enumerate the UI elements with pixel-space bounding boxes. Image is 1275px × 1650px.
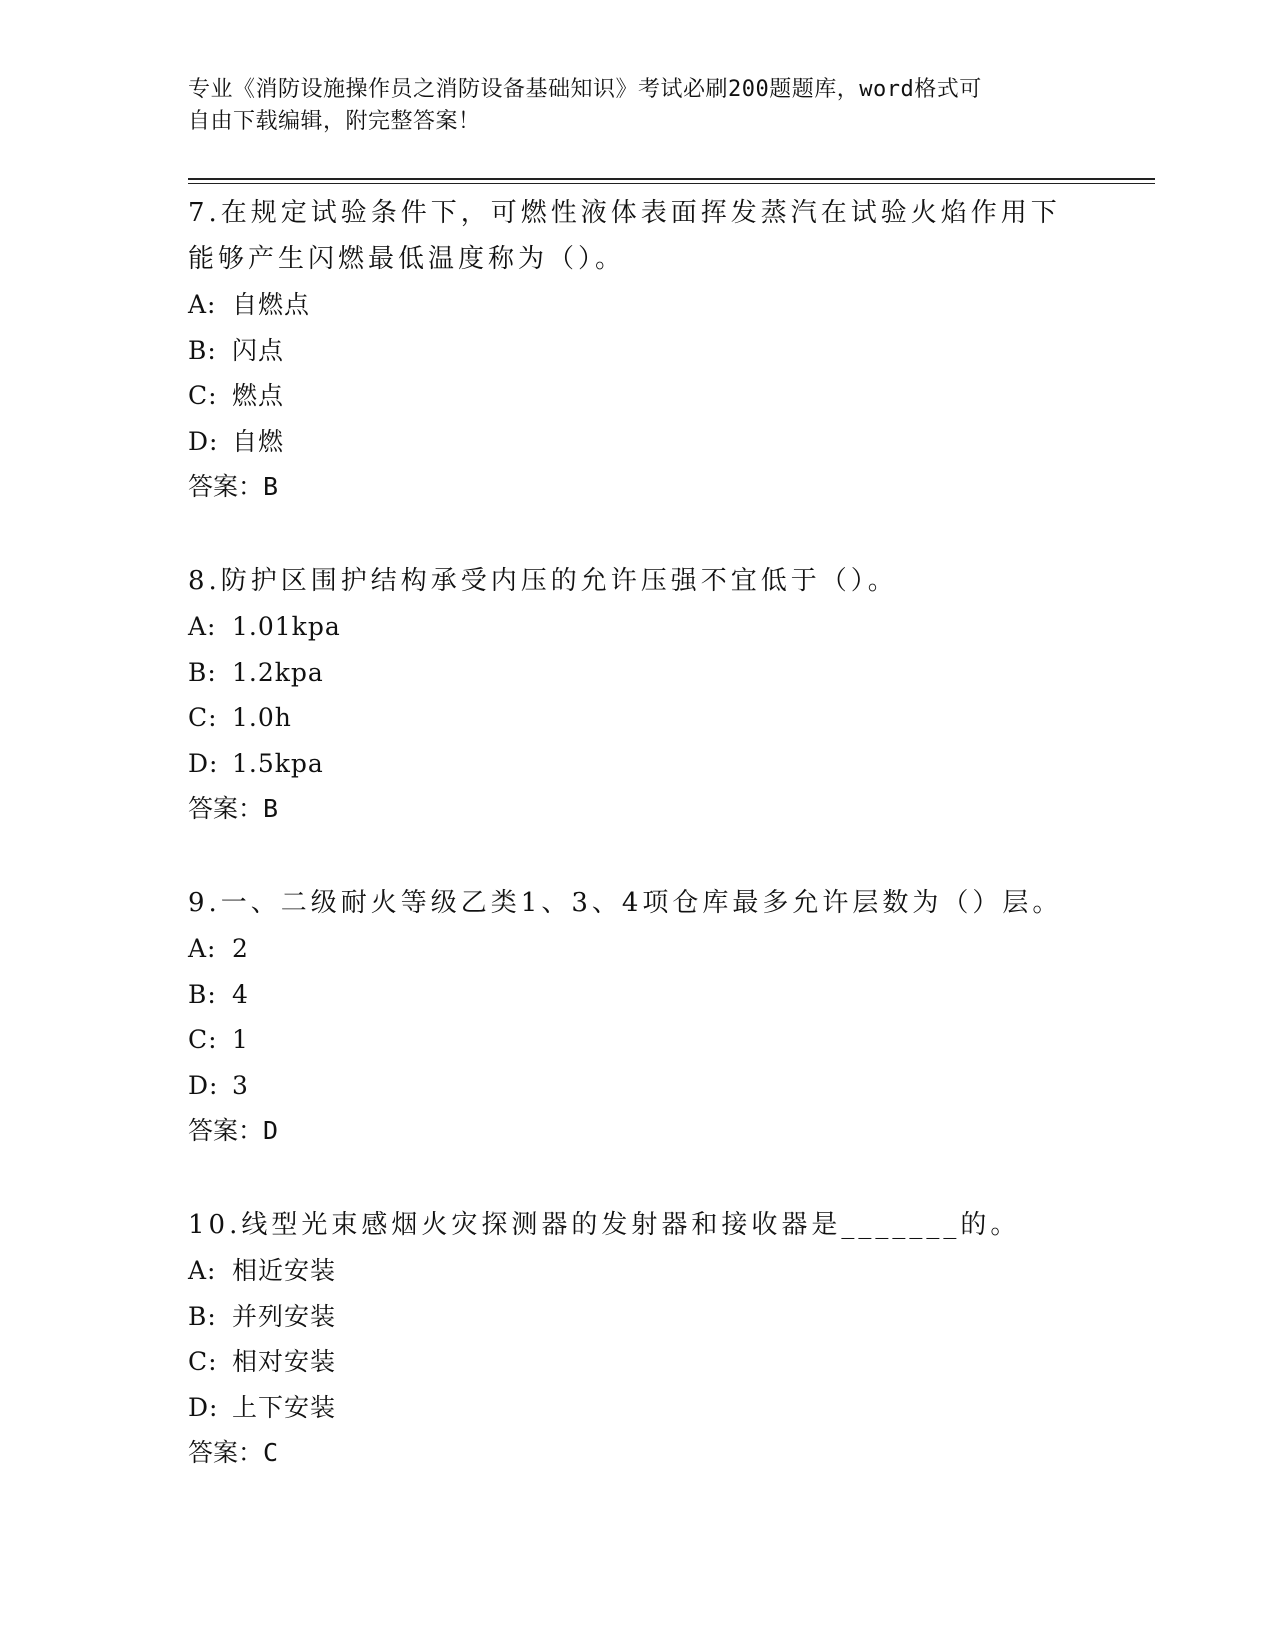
option-key: A: [188,1256,217,1285]
option-text: 相对安装 [232,1347,337,1376]
option-key: B: [188,335,217,365]
option-key: C: [188,1347,218,1376]
option-text: 闪点 [232,335,285,365]
header-line-2: 自由下载编辑，附完整答案！ [188,109,481,134]
answer-line: 答案：D [188,1116,279,1145]
answer-line: 答案：C [188,1438,279,1467]
option-key: B: [188,979,217,1009]
option-c [188,373,1088,419]
option-text: 2 [232,934,249,963]
option-key: A: [188,612,217,641]
option-b [188,1294,1088,1340]
option-a [188,604,1088,650]
option-text: 1 [232,1025,249,1054]
option-text: 4 [232,979,249,1009]
header-divider-thick [188,178,1155,180]
option-b [188,650,1088,696]
question-7 [188,190,1088,509]
option-text: 1.01kpa [232,612,341,641]
option-text: 上下安装 [232,1392,337,1422]
option-text: 1.5kpa [232,748,324,778]
option-c [188,1339,1088,1385]
option-key: C: [188,1025,218,1054]
question-stem: 8.防护区围护结构承受内压的允许压强不宜低于（）。 [188,566,898,596]
question-9 [188,880,1088,1153]
option-key: B: [188,1301,217,1331]
option-d [188,1385,1088,1431]
option-key: C: [188,381,218,410]
answer-line: 答案：B [188,472,279,501]
option-key: D: [188,1392,219,1422]
option-key: D: [188,748,219,778]
question-10 [188,1202,1088,1475]
option-b [188,328,1088,374]
option-text: 自燃点 [232,290,311,319]
document-header [188,74,1068,138]
option-b [188,972,1088,1018]
header-line-1: 专业《消防设施操作员之消防设备基础知识》考试必刷200题题库，word格式可 [188,77,982,102]
option-key: A: [188,934,217,963]
question-stem: 7.在规定试验条件下，可燃性液体表面挥发蒸汽在试验火焰作用下能够产生闪燃最低温度称为（）。 [188,198,1061,274]
option-a [188,282,1088,328]
question-stem: 9.一、二级耐火等级乙类1、3、4项仓库最多允许层数为（）层。 [188,888,1063,918]
option-text: 并列安装 [232,1301,337,1331]
question-list [188,190,1088,1524]
option-text: 相近安装 [232,1256,337,1285]
option-c [188,1017,1088,1063]
option-d [188,419,1088,465]
question-stem: 10.线型光束感烟火灾探测器的发射器和接收器是_______的。 [188,1210,1021,1240]
option-a [188,1248,1088,1294]
option-text: 1.0h [232,703,292,732]
option-d [188,741,1088,787]
option-text: 3 [232,1070,249,1100]
option-key: B: [188,657,217,687]
option-key: A: [188,290,217,319]
option-a [188,926,1088,972]
option-key: C: [188,703,218,732]
option-d [188,1063,1088,1109]
option-key: D: [188,426,219,456]
option-key: D: [188,1070,219,1100]
header-divider-thin [188,183,1155,184]
option-c [188,695,1088,741]
option-text: 燃点 [232,381,285,410]
option-text: 1.2kpa [232,657,324,687]
question-8 [188,558,1088,831]
answer-line: 答案：B [188,794,279,823]
option-text: 自燃 [232,426,285,456]
